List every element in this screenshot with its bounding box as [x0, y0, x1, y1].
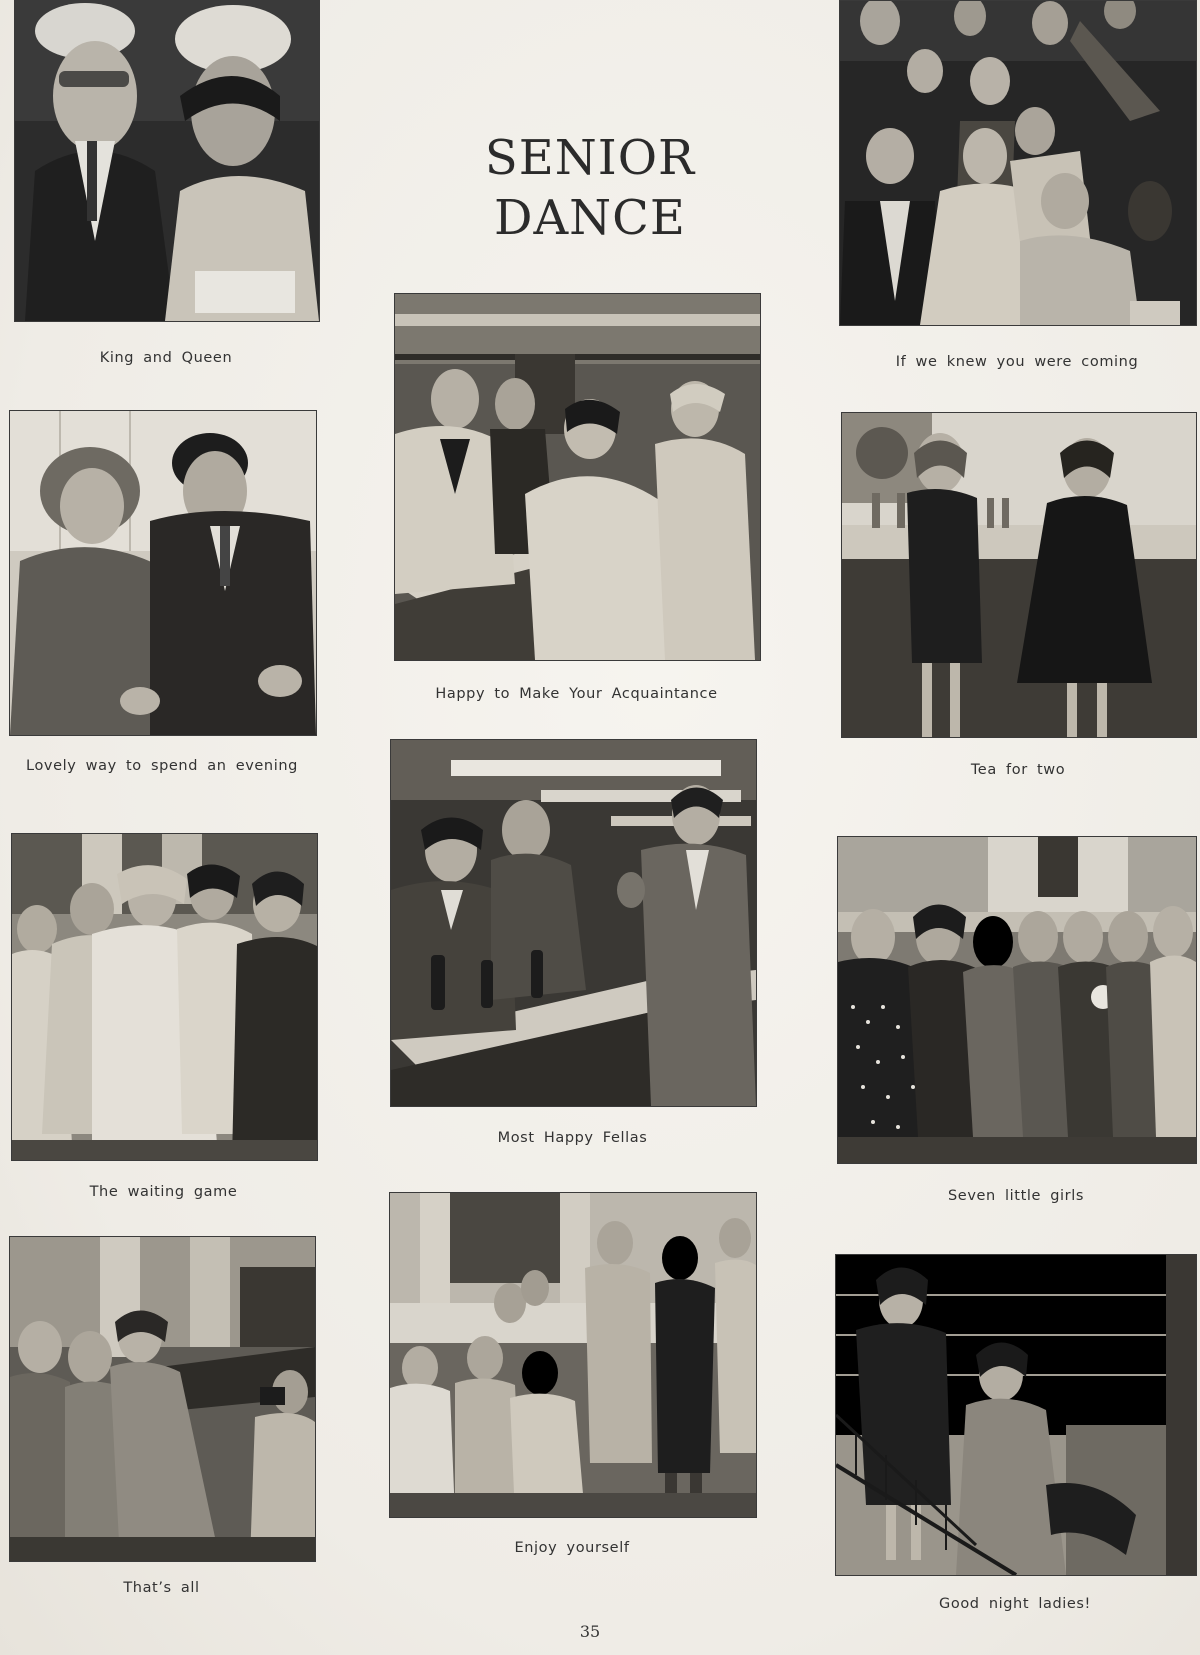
photo-lovely-way	[9, 410, 317, 736]
photo-good-night-ladies	[835, 1254, 1197, 1576]
caption-happy-acquaintance: Happy to Make Your Acquaintance	[435, 686, 718, 702]
photo-seven-little-girls	[837, 836, 1197, 1164]
caption-most-happy-fellas: Most Happy Fellas	[497, 1130, 648, 1146]
caption-tea-for-two: Tea for two	[970, 762, 1066, 778]
photo-enjoy-yourself	[389, 1192, 757, 1518]
photo-king-and-queen	[14, 0, 320, 322]
photo-waiting-game	[11, 833, 318, 1161]
caption-if-we-knew: If we knew you were coming	[895, 354, 1139, 370]
photo-tea-for-two	[841, 412, 1197, 738]
caption-waiting-game: The waiting game	[89, 1184, 238, 1200]
photo-thats-all	[9, 1236, 316, 1562]
photo-if-we-knew	[839, 0, 1197, 326]
title-line-2: DANCE	[494, 190, 686, 247]
photo-happy-acquaintance	[394, 293, 761, 661]
caption-lovely-way: Lovely way to spend an evening	[26, 758, 298, 774]
caption-seven-little-girls: Seven little girls	[948, 1188, 1084, 1204]
title-line-1: SENIOR	[484, 130, 696, 187]
caption-enjoy-yourself: Enjoy yourself	[514, 1540, 630, 1556]
photo-most-happy-fellas	[390, 739, 757, 1107]
caption-thats-all: That’s all	[123, 1580, 200, 1596]
caption-king-and-queen: King and Queen	[99, 350, 233, 366]
page-number: 35	[579, 1622, 601, 1641]
page-title	[420, 128, 760, 248]
caption-good-night-ladies: Good night ladies!	[939, 1596, 1091, 1612]
